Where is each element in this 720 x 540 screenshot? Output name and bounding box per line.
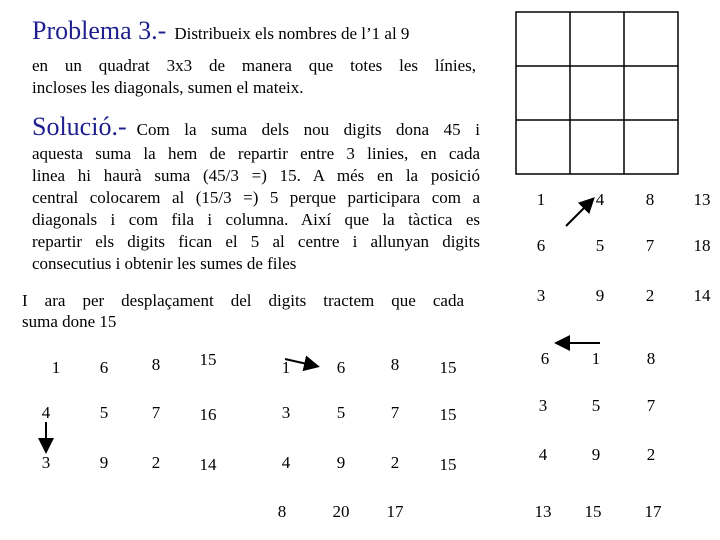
grid-b-row-sum: 16 — [199, 405, 217, 424]
solution-line-5: repartir els digits fican el 5 al centre i allunyan digits — [32, 232, 480, 251]
grid-b-cell: 1 — [51, 358, 61, 377]
solution-line-2: linea hi haurà suma (45/3 =) 15. A més en la posició — [32, 166, 480, 185]
grid-c-cell: 9 — [336, 453, 346, 472]
grid-d-cell: 3 — [538, 396, 548, 415]
grid-d-cell: 6 — [540, 349, 550, 368]
grid-b-cell: 9 — [99, 453, 109, 472]
grid-c-cell: 1 — [281, 358, 291, 377]
grid-a-cell: 2 — [645, 286, 655, 305]
grid-b-row-sum: 14 — [199, 455, 217, 474]
grid-a-cell: 8 — [645, 190, 655, 209]
grid-a-row-sum: 14 — [693, 286, 711, 305]
grid-c-cell: 5 — [336, 403, 346, 422]
grid-d-cell: 9 — [591, 445, 601, 464]
grid-d-cell: 1 — [591, 349, 601, 368]
grid-b-cell: 6 — [99, 358, 109, 377]
grid-a-cell: 4 — [595, 190, 605, 209]
grid-a-cell: 6 — [536, 236, 546, 255]
grid-b-cell: 5 — [99, 403, 109, 422]
solution-first-line: Com la suma dels nou digits dona 45 i — [136, 120, 480, 139]
solution-line-1: aquesta suma la hem de repartir entre 3 linies, en cada — [32, 144, 480, 163]
problem-line-1: en un quadrat 3x3 de manera que totes les línies, — [32, 56, 476, 75]
grid-b-cell: 3 — [41, 453, 51, 472]
grid-c-col-sum: 8 — [277, 502, 287, 521]
grid-d-cell: 7 — [646, 396, 656, 415]
grid-d-cell: 8 — [646, 349, 656, 368]
problem-line-2: incloses les diagonals, sumen el mateix. — [32, 78, 304, 97]
grid-c-row-sum: 15 — [439, 405, 457, 424]
grid-a-cell: 7 — [645, 236, 655, 255]
solution-line-3: central colocarem al (15/3 =) 5 perque participara com a — [32, 188, 480, 207]
empty-grid — [516, 12, 678, 174]
solution-line-4: diagonals i com fila i columna. Així que la tàctica es — [32, 210, 480, 229]
grid-d-cell: 4 — [538, 445, 548, 464]
grid-b-cell: 4 — [41, 403, 51, 422]
grid-d-cell: 2 — [646, 445, 656, 464]
grid-c-cell: 7 — [390, 403, 400, 422]
grid-c-row-sum: 15 — [439, 455, 457, 474]
solution-last-line-2: suma done 15 — [22, 312, 117, 331]
grid-b-cell: 7 — [151, 403, 161, 422]
problem-heading — [32, 16, 409, 46]
grid-c-col-sum: 17 — [386, 502, 404, 521]
grid-c-col-sum: 20 — [332, 502, 350, 521]
grid-b-cell: 2 — [151, 453, 161, 472]
grid-c-cell: 4 — [281, 453, 291, 472]
solution-heading — [32, 112, 480, 142]
grid-b-cell: 8 — [151, 355, 161, 374]
solution-paragraph — [32, 143, 480, 275]
solution-label: Solució.- — [32, 112, 127, 141]
grid-a-cell: 1 — [536, 190, 546, 209]
grid-d-col-sum: 15 — [584, 502, 602, 521]
problem-label: Problema 3.- — [32, 16, 167, 45]
grid-a-row-sum: 13 — [693, 190, 711, 209]
problem-text: Distribueix els nombres de l’1 al 9 — [174, 24, 410, 43]
grid-c-cell: 3 — [281, 403, 291, 422]
grid-d-cell: 5 — [591, 396, 601, 415]
solution-line-6: consecutius i obtenir les sumes de files — [32, 254, 297, 273]
grid-b-row-sum: 15 — [199, 350, 217, 369]
grid-d-col-sum: 13 — [534, 502, 552, 521]
grid-a-row-sum: 18 — [693, 236, 711, 255]
grid-a-cell: 9 — [595, 286, 605, 305]
grid-a-cell: 5 — [595, 236, 605, 255]
grid-a-cell: 3 — [536, 286, 546, 305]
grid-c-cell: 6 — [336, 358, 346, 377]
grid-c-cell: 8 — [390, 355, 400, 374]
grid-c-cell: 2 — [390, 453, 400, 472]
grid-c-row-sum: 15 — [439, 358, 457, 377]
solution-last-line-1: I ara per desplaçament del digits tractem que cada — [22, 291, 464, 310]
grid-d-col-sum: 17 — [644, 502, 662, 521]
